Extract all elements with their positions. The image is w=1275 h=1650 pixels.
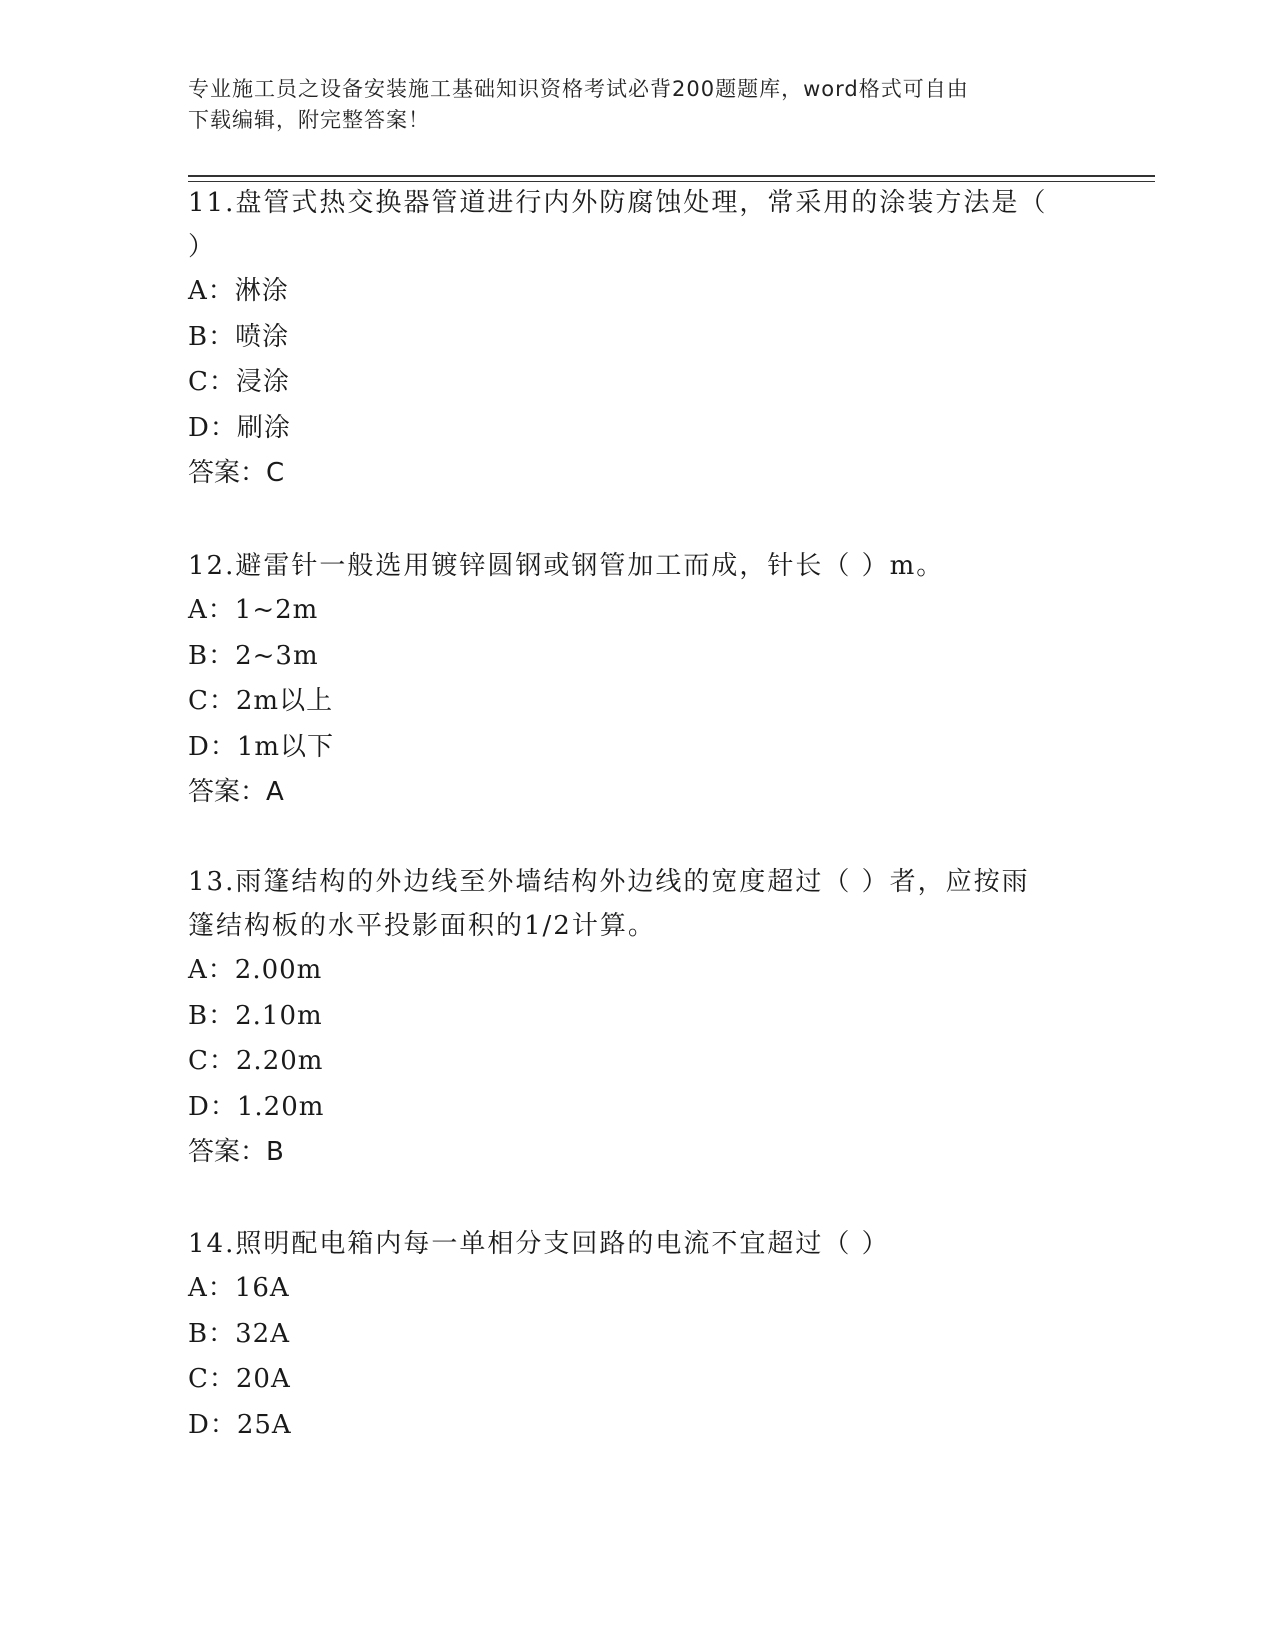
question-14 xyxy=(188,1222,1088,1448)
option-b: B：32A xyxy=(188,1318,290,1349)
question-stem-continued: 篷结构板的水平投影面积的1/2计算。 xyxy=(188,911,656,941)
option-a: A：2.00m xyxy=(188,955,323,985)
option-c: C：2.20m xyxy=(188,1046,324,1076)
document-header xyxy=(188,74,1068,136)
option-b: B：2.10m xyxy=(188,1000,323,1031)
option-b: B：喷涂 xyxy=(188,321,290,352)
answer: 答案：B xyxy=(188,1137,284,1167)
option-d: D：25A xyxy=(188,1409,292,1440)
question-12 xyxy=(188,544,1088,815)
option-d: D：刷涂 xyxy=(188,412,291,443)
header-divider-thick xyxy=(188,175,1155,177)
option-b: B：2~3m xyxy=(188,640,319,671)
option-c: C：20A xyxy=(188,1364,291,1394)
header-line-2: 下载编辑，附完整答案！ xyxy=(188,108,430,132)
option-c: C：2m以上 xyxy=(188,686,334,716)
question-stem-continued: ） xyxy=(188,232,217,262)
option-d: D：1m以下 xyxy=(188,731,335,762)
option-a: A：1~2m xyxy=(188,595,319,625)
question-stem: 11.盘管式热交换器管道进行内外防腐蚀处理，常采用的涂装方法是（ xyxy=(188,188,1048,218)
option-a: A：淋涂 xyxy=(188,276,289,306)
question-stem: 12.避雷针一般选用镀锌圆钢或钢管加工而成，针长（ ）m。 xyxy=(188,551,945,581)
option-d: D：1.20m xyxy=(188,1091,325,1122)
question-stem: 13.雨篷结构的外边线至外墙结构外边线的宽度超过（ ）者，应按雨 xyxy=(188,867,1030,897)
question-11 xyxy=(188,181,1088,496)
option-c: C：浸涂 xyxy=(188,367,290,397)
answer: 答案：C xyxy=(188,458,285,488)
question-13 xyxy=(188,860,1088,1175)
option-a: A：16A xyxy=(188,1273,290,1303)
question-stem: 14.照明配电箱内每一单相分支回路的电流不宜超过（ ） xyxy=(188,1229,890,1259)
header-line-1: 专业施工员之设备安装施工基础知识资格考试必背200题题库，word格式可自由 xyxy=(188,77,969,101)
answer: 答案：A xyxy=(188,777,284,807)
